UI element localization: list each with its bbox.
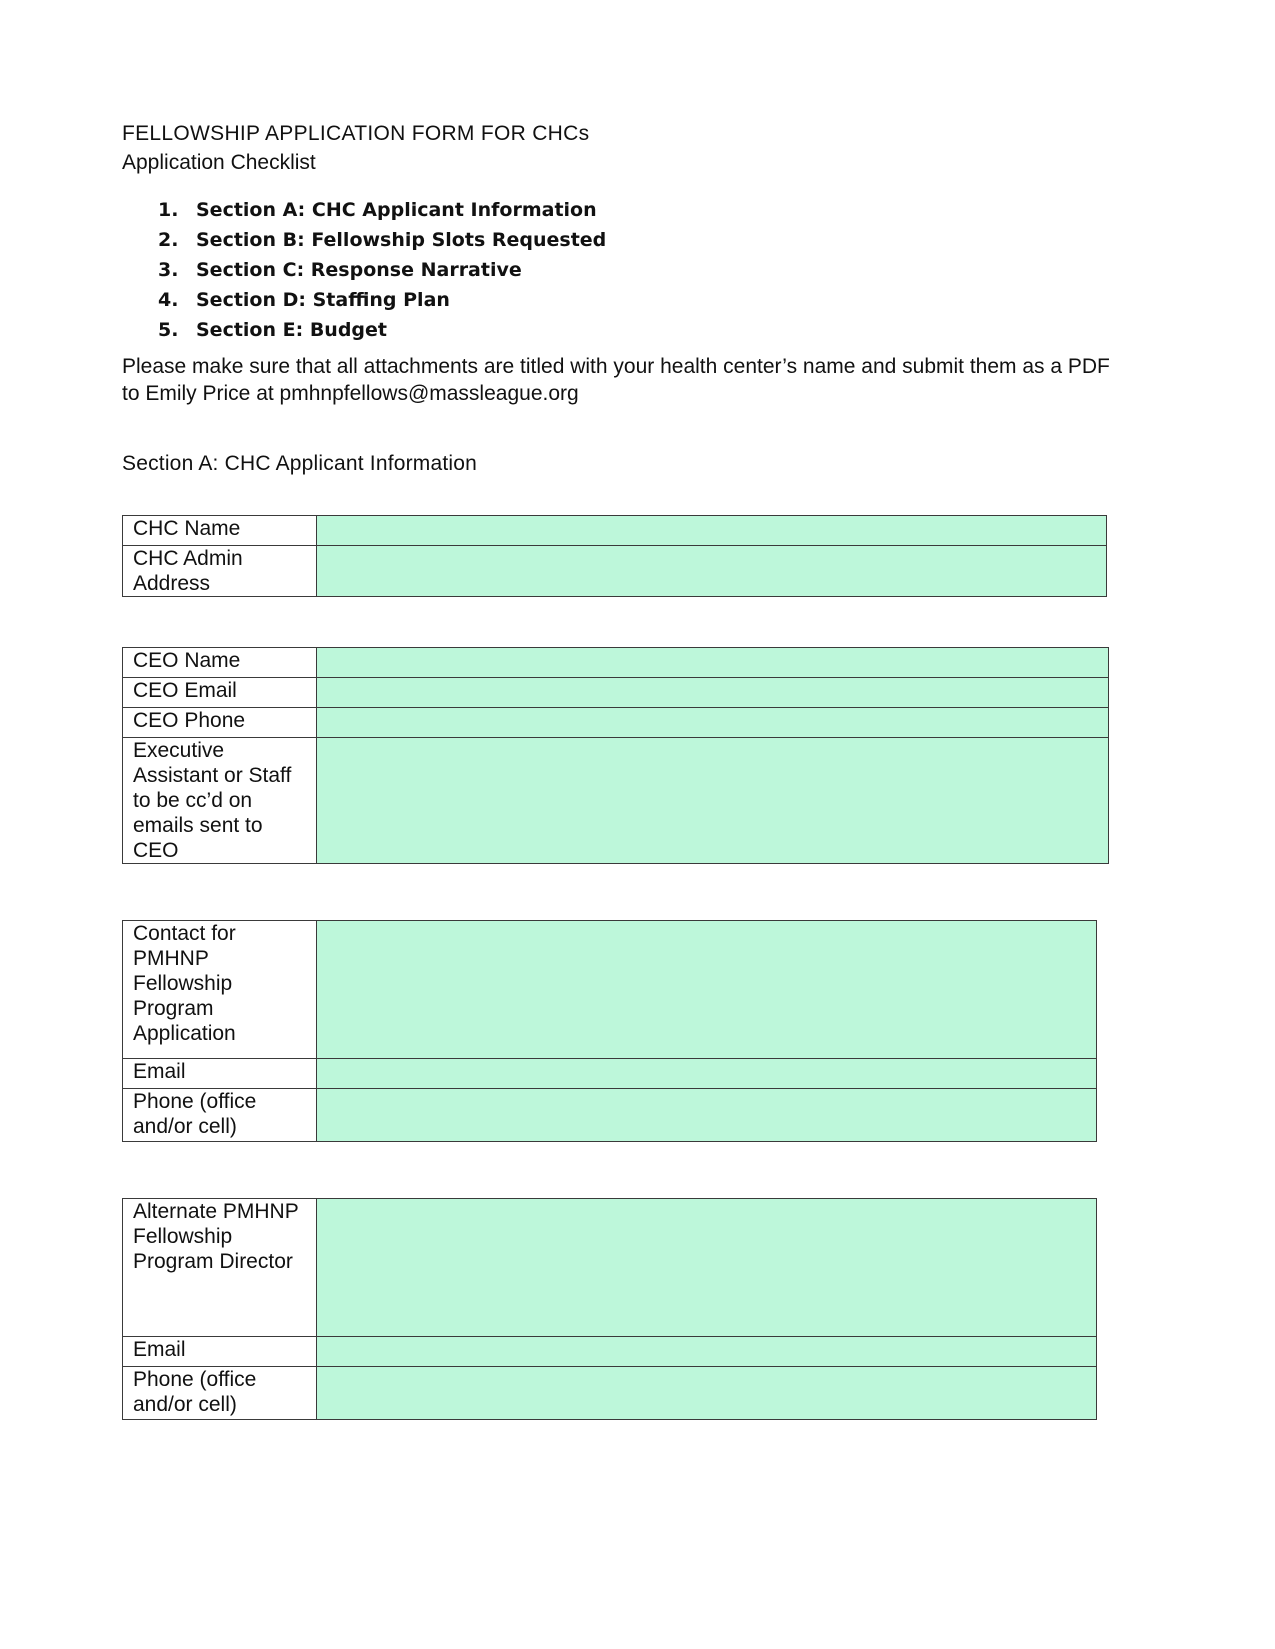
alternate-email-label: Email [123, 1337, 317, 1367]
ceo-name-field[interactable] [317, 648, 1109, 678]
ceo-email-label: CEO Email [123, 678, 317, 708]
alternate-director-field[interactable] [317, 1199, 1097, 1337]
exec-assistant-field[interactable] [317, 738, 1109, 864]
checklist-item-number: 3. [158, 259, 179, 281]
checklist-item-number: 1. [158, 199, 179, 221]
document-title: FELLOWSHIP APPLICATION FORM FOR CHCs [122, 122, 590, 145]
checklist-item-number: 5. [158, 319, 179, 341]
chc-admin-address-field[interactable] [317, 546, 1107, 597]
alternate-email-field[interactable] [317, 1337, 1097, 1367]
alternate-director-label: Alternate PMHNP Fellowship Program Director [123, 1199, 317, 1337]
checklist-item [158, 285, 606, 315]
ceo-email-field[interactable] [317, 678, 1109, 708]
checklist-item-number: 4. [158, 289, 179, 311]
contact-info-table [122, 920, 1097, 1142]
contact-email-label: Email [123, 1059, 317, 1089]
section-a-heading: Section A: CHC Applicant Information [122, 452, 478, 475]
chc-name-label: CHC Name [123, 516, 317, 546]
checklist-item [158, 195, 606, 225]
exec-assistant-label: Executive Assistant or Staff to be cc’d on emails sent to CEO [123, 738, 317, 864]
checklist-heading: Application Checklist [122, 151, 316, 174]
ceo-info-table [122, 647, 1109, 864]
alternate-director-table [122, 1198, 1097, 1420]
chc-name-field[interactable] [317, 516, 1107, 546]
checklist-item [158, 255, 606, 285]
submission-instructions: Please make sure that all attachments are titled with your health center’s name and submit them as a PDF to Emily Price at pmhnpfellows@massleague.org [122, 355, 1110, 405]
checklist-item-label: Section A: CHC Applicant Information [196, 199, 597, 221]
ceo-name-label: CEO Name [123, 648, 317, 678]
alternate-phone-label: Phone (office and/or cell) [123, 1367, 317, 1420]
chc-admin-address-label: CHC Admin Address [123, 546, 317, 597]
ceo-phone-label: CEO Phone [123, 708, 317, 738]
checklist-item-label: Section E: Budget [196, 319, 387, 341]
contact-email-field[interactable] [317, 1059, 1097, 1089]
contact-phone-label: Phone (office and/or cell) [123, 1089, 317, 1142]
checklist-item-label: Section C: Response Narrative [196, 259, 522, 281]
contact-label: Contact for PMHNP Fellowship Program Application [123, 921, 317, 1059]
checklist-item-number: 2. [158, 229, 179, 251]
checklist-item [158, 315, 606, 345]
checklist-item [158, 225, 606, 255]
contact-field[interactable] [317, 921, 1097, 1059]
application-checklist [158, 195, 606, 345]
checklist-item-label: Section D: Staffing Plan [196, 289, 450, 311]
checklist-item-label: Section B: Fellowship Slots Requested [196, 229, 607, 251]
chc-info-table [122, 515, 1107, 597]
contact-phone-field[interactable] [317, 1089, 1097, 1142]
ceo-phone-field[interactable] [317, 708, 1109, 738]
alternate-phone-field[interactable] [317, 1367, 1097, 1420]
